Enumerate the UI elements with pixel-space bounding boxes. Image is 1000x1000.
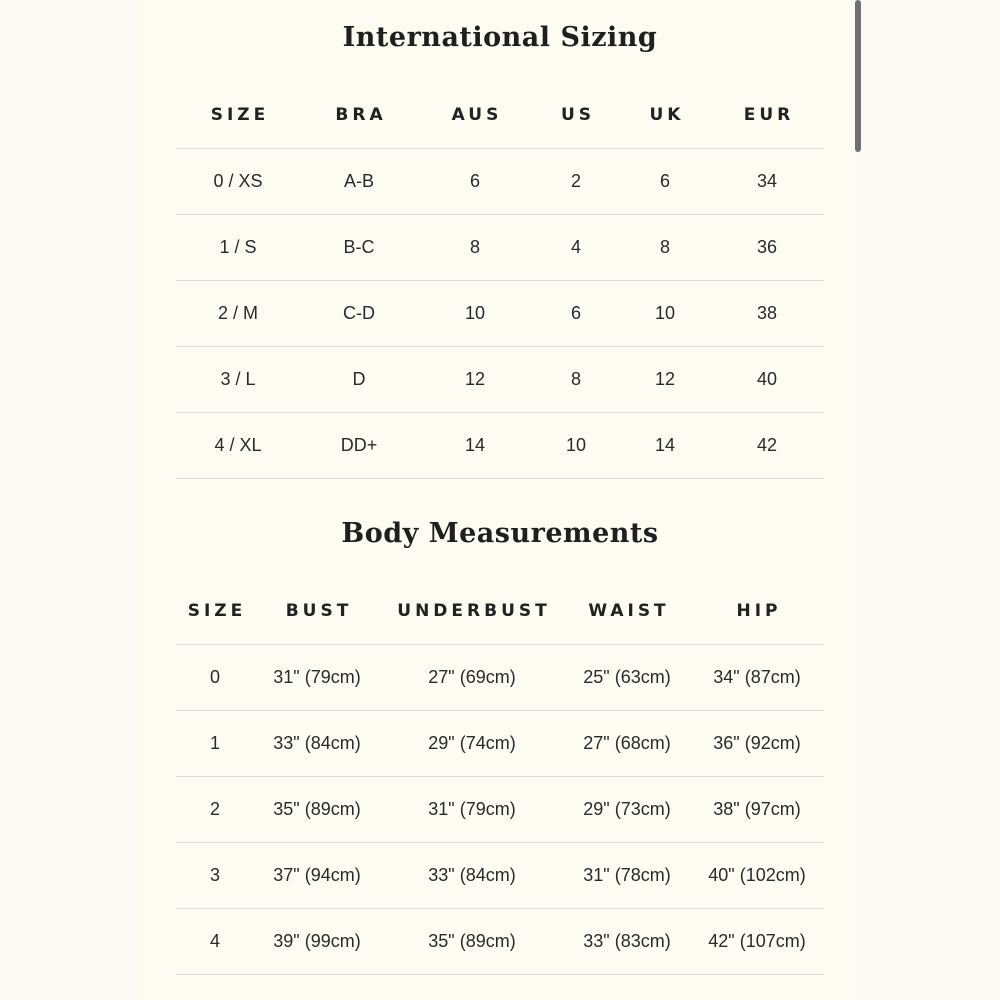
table-cell: 4 / XL (176, 413, 300, 479)
table-cell: 29" (73cm) (564, 777, 690, 843)
column-header: HIP (690, 578, 824, 645)
column-header: BRA (300, 82, 418, 149)
table-cell: 2 (532, 149, 620, 215)
table-cell: 25" (63cm) (564, 645, 690, 711)
column-header: BUST (254, 578, 380, 645)
column-header: UNDERBUST (380, 578, 564, 645)
table-cell: 42 (710, 413, 824, 479)
table-cell: 6 (418, 149, 532, 215)
column-header: US (532, 82, 620, 149)
table-cell: 4 (532, 215, 620, 281)
table-cell: 33" (84cm) (380, 843, 564, 909)
table-row (176, 909, 824, 975)
table-row (176, 645, 824, 711)
table-cell: 29" (74cm) (380, 711, 564, 777)
table-cell: 42" (107cm) (690, 909, 824, 975)
table-cell: 14 (418, 413, 532, 479)
table-cell: 31" (79cm) (254, 645, 380, 711)
table-cell: 35" (89cm) (254, 777, 380, 843)
international-sizing-title: International Sizing (342, 22, 658, 53)
international-sizing-table (176, 82, 824, 479)
table-cell: 38" (97cm) (690, 777, 824, 843)
table-cell: 27" (69cm) (380, 645, 564, 711)
table-cell: 14 (620, 413, 710, 479)
body-measurements-table (176, 578, 824, 975)
column-header: UK (620, 82, 710, 149)
column-header: WAIST (564, 578, 690, 645)
table-cell: 4 (176, 909, 254, 975)
table-cell: 12 (620, 347, 710, 413)
table-cell: B-C (300, 215, 418, 281)
table-row (176, 711, 824, 777)
table-row (176, 413, 824, 479)
table-cell: 1 (176, 711, 254, 777)
table-header-row (176, 82, 824, 149)
table-row (176, 149, 824, 215)
table-cell: 10 (532, 413, 620, 479)
table-cell: 1 / S (176, 215, 300, 281)
table-cell: 31" (79cm) (380, 777, 564, 843)
table-cell: 0 / XS (176, 149, 300, 215)
table-row (176, 347, 824, 413)
table-cell: 6 (620, 149, 710, 215)
table-cell: 2 (176, 777, 254, 843)
table-cell: 34" (87cm) (690, 645, 824, 711)
column-header: AUS (418, 82, 532, 149)
column-header: EUR (710, 82, 824, 149)
table-cell: D (300, 347, 418, 413)
table-cell: 33" (83cm) (564, 909, 690, 975)
table-cell: DD+ (300, 413, 418, 479)
column-header: SIZE (176, 578, 254, 645)
table-cell: 3 / L (176, 347, 300, 413)
table-cell: 0 (176, 645, 254, 711)
table-cell: 38 (710, 281, 824, 347)
scrollbar-thumb[interactable] (855, 0, 861, 152)
table-cell: 8 (532, 347, 620, 413)
table-cell: 10 (418, 281, 532, 347)
column-header: SIZE (176, 82, 300, 149)
table-cell: A-B (300, 149, 418, 215)
table-row (176, 215, 824, 281)
table-cell: 12 (418, 347, 532, 413)
table-cell: 40 (710, 347, 824, 413)
table-cell: 36 (710, 215, 824, 281)
table-row (176, 843, 824, 909)
table-cell: 8 (418, 215, 532, 281)
table-row (176, 281, 824, 347)
table-cell: 8 (620, 215, 710, 281)
table-cell: C-D (300, 281, 418, 347)
table-cell: 6 (532, 281, 620, 347)
table-cell: 3 (176, 843, 254, 909)
table-cell: 34 (710, 149, 824, 215)
table-cell: 36" (92cm) (690, 711, 824, 777)
table-cell: 33" (84cm) (254, 711, 380, 777)
table-cell: 2 / M (176, 281, 300, 347)
table-header-row (176, 578, 824, 645)
table-cell: 31" (78cm) (564, 843, 690, 909)
table-cell: 39" (99cm) (254, 909, 380, 975)
table-cell: 27" (68cm) (564, 711, 690, 777)
table-cell: 37" (94cm) (254, 843, 380, 909)
body-measurements-title: Body Measurements (341, 518, 659, 549)
table-row (176, 777, 824, 843)
table-cell: 35" (89cm) (380, 909, 564, 975)
table-cell: 40" (102cm) (690, 843, 824, 909)
table-cell: 10 (620, 281, 710, 347)
